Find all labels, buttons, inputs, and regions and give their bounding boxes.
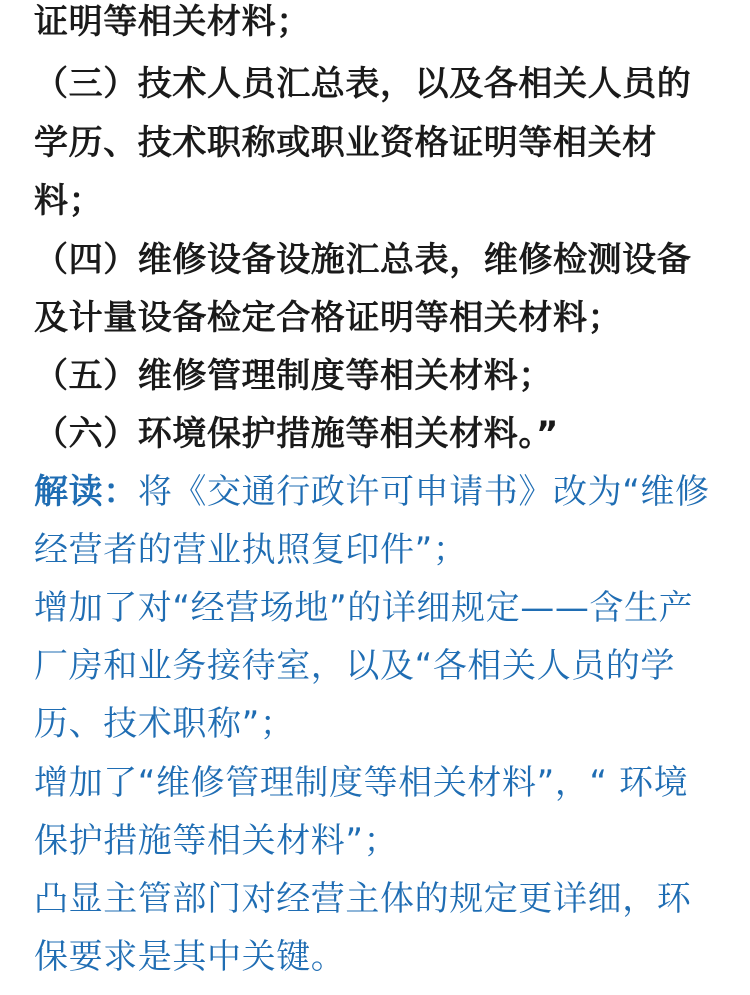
clause-line: （六）环境保护措施等相关材料。” — [34, 414, 559, 454]
interpretation-label: 解读： — [34, 472, 138, 512]
interpretation-line: 经营者的营业执照复印件”； — [34, 530, 468, 570]
interpretation-line: 凸显主管部门对经营主体的规定更详细，环 — [34, 879, 692, 919]
clause-line: 及计量设备检定合格证明等相关材料； — [34, 298, 623, 338]
interpretation-line: 增加了“维修管理制度等相关材料”，“ 环境 — [34, 763, 689, 803]
clause-line: 学历、技术职称或职业资格证明等相关材 — [34, 123, 657, 163]
interpretation-line: 保护措施等相关材料”； — [34, 821, 399, 861]
interpretation-text: 将《交通行政许可申请书》改为“维修 — [137, 472, 710, 512]
interpretation-line: 厂房和业务接待室，以及“各相关人员的学 — [34, 646, 676, 686]
clause-line: （五）维修管理制度等相关材料； — [34, 356, 553, 396]
interpretation-line: 增加了对“经营场地”的详细规定——含生产 — [34, 588, 694, 628]
interpretation-line: 历、技术职称”； — [34, 704, 295, 744]
clause-line: 证明等相关材料； — [34, 2, 311, 42]
clause-line: （四）维修设备设施汇总表，维修检测设备 — [34, 240, 692, 280]
interpretation-line: 保要求是其中关键。 — [34, 937, 346, 977]
clause-line: （三）技术人员汇总表，以及各相关人员的 — [34, 64, 692, 104]
interpretation-first-line — [34, 472, 710, 512]
clause-line: 料； — [34, 181, 104, 221]
